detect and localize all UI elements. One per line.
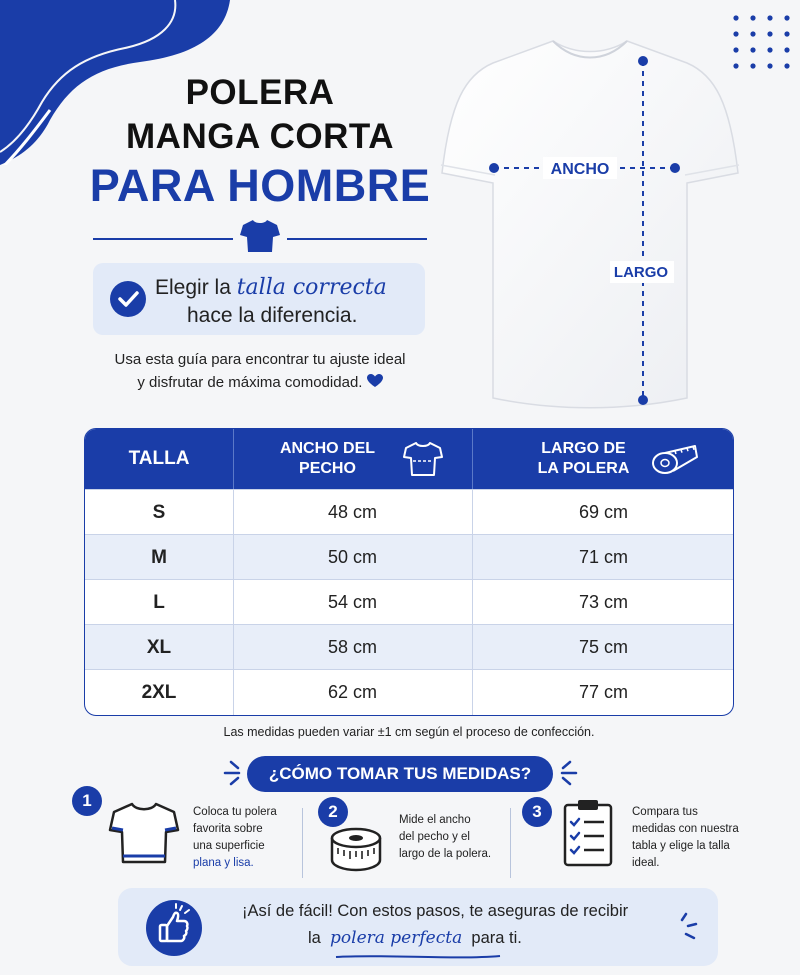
how-to-measure-banner: ¿CÓMO TOMAR TUS MEDIDAS? [247,756,553,792]
width-label: ANCHO [550,161,610,178]
step-3-line: tabla y elige la talla [632,840,730,852]
row-chest: 58 cm [327,637,378,657]
step-3-text [632,804,739,872]
row-length: 75 cm [578,637,629,657]
closing-prefix: la [308,929,321,947]
sparkle-lines-left [205,758,245,788]
step-3-line: Compara tus [632,806,698,818]
table-row [85,669,733,714]
length-label: LARGO [613,264,669,281]
chest-width-icon [403,441,443,477]
row-size: L [153,591,165,613]
measurement-note: Las medidas pueden variar ±1 cm según el proceso de confección. [223,725,595,739]
step-1-highlight: plana y lisa. [193,857,254,869]
step-3-number: 3 [522,797,552,827]
row-length: 77 cm [578,682,629,702]
row-size: M [151,546,167,568]
row-size: S [152,501,166,523]
description-line-1: Usa esta guía para encontrar tu ajuste ideal [114,351,406,368]
row-length: 69 cm [578,502,629,522]
header-chest-line-2: PECHO [299,460,356,477]
size-chart-table [84,428,734,716]
title-line-2: MANGA CORTA [126,117,394,156]
header-size: TALLA [128,448,190,469]
divider-line-right [287,238,427,240]
table-row [85,534,733,579]
step-2-line: del pecho y el [399,831,470,843]
measuring-tape-icon [651,443,699,477]
step-2-line: Mide el ancho [399,814,471,826]
row-chest: 62 cm [327,682,378,702]
closing-line-1: ¡Así de fácil! Con estos pasos, te aseguras de recibir [242,902,629,920]
checklist-icon [562,798,614,868]
highlight-underline [334,954,502,960]
closing-highlight: polera perfecta [330,928,463,948]
table-row [85,489,733,534]
header-length-line-2: LA POLERA [537,460,630,477]
step-1-line: una superficie [193,840,265,852]
step-1-line: Coloca tu polera [193,806,277,818]
step-divider [510,808,511,878]
tshirt-icon [108,800,180,868]
step-1-line: favorita sobre [193,823,263,835]
sparkle-lines-right [556,758,596,788]
step-2-number: 2 [318,797,348,827]
closing-suffix: para ti. [471,929,522,947]
header-chest-line-1: ANCHO DEL [279,440,376,457]
measuring-tape-icon [326,826,386,872]
step-1-number: 1 [72,786,102,816]
tshirt-icon [240,218,280,254]
check-circle-icon [110,281,146,317]
table-row [85,624,733,669]
step-1-text [193,804,277,872]
title-line-1: POLERA [185,73,335,112]
step-divider [302,808,303,878]
step-3-line: ideal. [632,857,660,869]
step-2-text [399,812,491,863]
title-divider [93,218,427,254]
title-line-3: PARA HOMBRE [89,160,431,211]
table-header [85,429,733,489]
row-chest: 50 cm [327,547,378,567]
row-size: 2XL [141,681,177,703]
closing-callout [118,888,718,966]
header-length-line-1: LARGO DE [541,440,626,457]
choose-line-2: hace la diferencia. [187,304,358,327]
emphasis-marks [674,910,700,946]
step-3-line: medidas con nuestra [632,823,739,835]
choose-highlight: talla correcta [236,275,387,300]
row-chest: 48 cm [327,502,378,522]
thumbs-up-icon [146,900,202,956]
closing-line-2 [308,928,522,948]
divider-line-left [93,238,233,240]
table-row [85,579,733,624]
row-length: 71 cm [578,547,629,567]
description-line-2 [80,374,440,391]
heart-icon [367,374,383,388]
choose-prefix: Elegir la [155,276,231,299]
row-length: 73 cm [578,592,629,612]
tshirt-measurement-diagram [425,33,755,418]
step-2-line: largo de la polera. [399,848,492,860]
choose-size-callout [93,263,425,335]
row-size: XL [146,636,172,658]
row-chest: 54 cm [327,592,378,612]
description-line-2-text: y disfrutar de máxima comodidad. [137,374,363,391]
choose-line-1 [155,275,387,300]
